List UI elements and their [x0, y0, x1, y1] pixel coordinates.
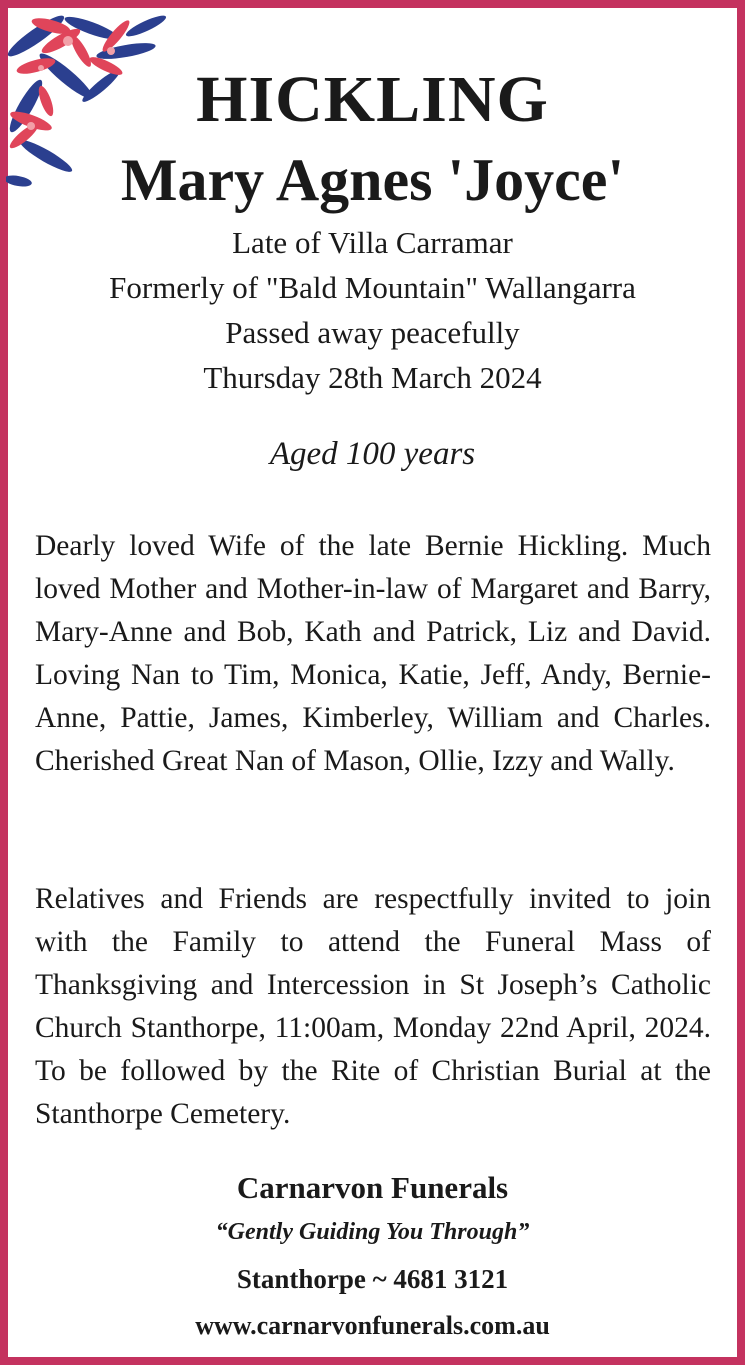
funeral-director-name: Carnarvon Funerals — [236, 1170, 509, 1205]
tribute-paragraph: Dearly loved Wife of the late Bernie Hickling. Much loved Mother and Mother-in-law of Margaret and Barry, Mary-Anne and Bob, Kath and Patrick, Liz and David. Loving Nan to Tim, Monica, Katie, Jeff, Andy, Bernie-Anne, Pattie, James, Kimberley, William and Charles. Cherished Great Nan of Mason, Ollie, Izzy and Wally. — [35, 530, 711, 777]
detail-line-passed: Passed away peacefully — [225, 315, 520, 350]
detail-line-date: Thursday 28th March 2024 — [203, 360, 542, 395]
aged-line: Aged 100 years — [269, 436, 476, 472]
funeral-director-website[interactable]: www.carnarvonfunerals.com.au — [195, 1311, 550, 1340]
deceased-full-name: Mary Agnes 'Joyce' — [120, 147, 625, 213]
notice-details — [0, 220, 745, 400]
detail-line-formerly: Formerly of "Bald Mountain" Wallangarra — [109, 270, 636, 305]
detail-line-residence: Late of Villa Carramar — [232, 225, 513, 260]
funeral-director-phone: Stanthorpe ~ 4681 3121 — [236, 1264, 509, 1294]
funeral-director-tagline: “Gently Guiding You Through” — [215, 1219, 530, 1245]
deceased-surname: HICKLING — [196, 63, 549, 136]
funeral-paragraph: Relatives and Friends are respectfully invited to join with the Family to attend the Funeral Mass of Thanksgiving and Intercession in St Joseph’s Catholic Church Stanthorpe, 11:00am, Monday 22nd April, 2024. To be followed by the Rite of Christian Burial at the Stanthorpe Cemetery. — [35, 883, 711, 1130]
